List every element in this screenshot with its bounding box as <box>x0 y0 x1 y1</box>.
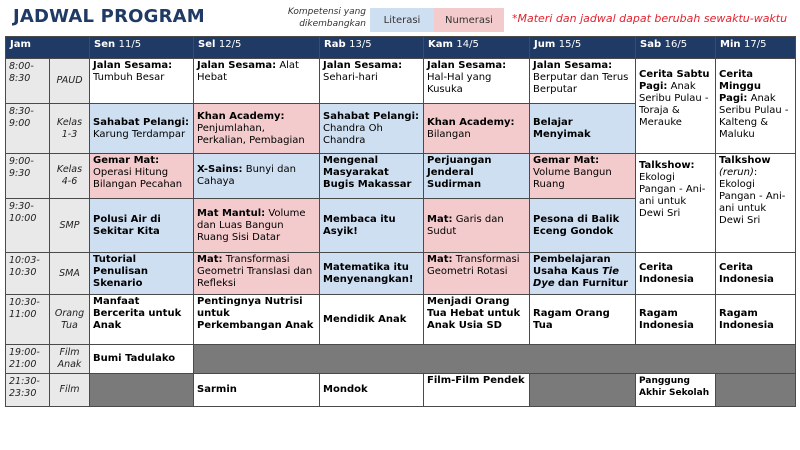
program-cell: Mat: Transformasi Geometri Translasi dan Refleksi <box>194 253 320 295</box>
program-cell: Cerita Indonesia <box>716 253 796 295</box>
audience-label: PAUD <box>50 59 90 104</box>
program-cell: Pembelajaran Usaha Kaus Tie Dye dan Furnitur <box>530 253 636 295</box>
audience-label: Film <box>50 374 90 407</box>
program-cell: Mat: Transformasi Geometri Rotasi <box>424 253 530 295</box>
program-cell: Jalan Sesama: Hal-Hal yang Kusuka <box>424 59 530 104</box>
program-cell: Sahabat Pelangi: Chandra Oh Chandra <box>320 104 424 154</box>
legend-numerasi: Numerasi <box>434 8 504 32</box>
program-cell: Mengenal Masyarakat Bugis Makassar <box>320 154 424 199</box>
program-cell: Ragam Indonesia <box>716 295 796 345</box>
header-day-min: Min 17/5 <box>716 37 796 59</box>
program-cell: Cerita Sabtu Pagi: Anak Seribu Pulau - Toraja & Merauke <box>636 59 716 154</box>
program-cell: Sarmin <box>194 374 320 407</box>
audience-label: Kelas 1-3 <box>50 104 90 154</box>
time-slot: 9:30-10:00 <box>6 199 50 253</box>
table-row <box>6 345 796 374</box>
time-slot: 10:30-11:00 <box>6 295 50 345</box>
header-jam: Jam <box>6 37 90 59</box>
program-cell: Mat Mantul: Volume dan Luas Bangun Ruang Sisi Datar <box>194 199 320 253</box>
header-day-sab: Sab 16/5 <box>636 37 716 59</box>
time-slot: 8:30-9:00 <box>6 104 50 154</box>
program-cell: Belajar Menyimak <box>530 104 636 154</box>
program-cell: Tutorial Penulisan Skenario <box>90 253 194 295</box>
audience-label: Kelas 4-6 <box>50 154 90 199</box>
header-day-rab: Rab 13/5 <box>320 37 424 59</box>
header-day-kam: Kam 14/5 <box>424 37 530 59</box>
program-cell: Sahabat Pelangi: Karung Terdampar <box>90 104 194 154</box>
header-day-sel: Sel 12/5 <box>194 37 320 59</box>
program-cell: Talkshow (rerun): Ekologi Pangan - Ani-ani untuk Dewi Sri <box>716 154 796 253</box>
program-cell: Ragam Indonesia <box>636 295 716 345</box>
table-row <box>6 374 796 407</box>
program-cell: Gemar Mat: Volume Bangun Ruang <box>530 154 636 199</box>
schedule-table <box>5 36 796 407</box>
empty-slot <box>716 374 796 407</box>
audience-label: SMP <box>50 199 90 253</box>
table-row <box>6 59 796 104</box>
table-row <box>6 295 796 345</box>
program-cell: X-Sains: Bunyi dan Cahaya <box>194 154 320 199</box>
empty-slot <box>530 374 636 407</box>
program-cell: Khan Academy: Penjumlahan, Perkalian, Pembagian <box>194 104 320 154</box>
program-cell: Polusi Air di Sekitar Kita <box>90 199 194 253</box>
time-slot: 19:00-21:00 <box>6 345 50 374</box>
program-cell: Mendidik Anak <box>320 295 424 345</box>
program-cell: Film-Film Pendek <box>424 374 530 407</box>
table-row <box>6 154 796 199</box>
audience-label: Film Anak <box>50 345 90 374</box>
header-row <box>6 37 796 59</box>
program-cell: Cerita Indonesia <box>636 253 716 295</box>
program-cell: Membaca itu Asyik! <box>320 199 424 253</box>
time-slot: 8:00-8:30 <box>6 59 50 104</box>
empty-slot <box>90 374 194 407</box>
program-cell: Jalan Sesama: Berputar dan Terus Berputar <box>530 59 636 104</box>
table-row <box>6 253 796 295</box>
program-cell: Gemar Mat: Operasi Hitung Bilangan Pecahan <box>90 154 194 199</box>
program-cell: Perjuangan Jenderal Sudirman <box>424 154 530 199</box>
empty-slot <box>194 345 796 374</box>
program-cell: Bumi Tadulako <box>90 345 194 374</box>
program-cell: Pentingnya Nutrisi untuk Perkembangan Anak <box>194 295 320 345</box>
program-cell: Talkshow: Ekologi Pangan - Ani-ani untuk Dewi Sri <box>636 154 716 253</box>
program-cell: Khan Academy: Bilangan <box>424 104 530 154</box>
header-day-sen: Sen 11/5 <box>90 37 194 59</box>
time-slot: 21:30-23:30 <box>6 374 50 407</box>
program-cell: Cerita Minggu Pagi: Anak Seribu Pulau - Kalteng & Maluku <box>716 59 796 154</box>
program-cell: Menjadi Orang Tua Hebat untuk Anak Usia SD <box>424 295 530 345</box>
legend-caption: Kompetensi yang dikembangkan <box>287 7 366 29</box>
program-cell: Jalan Sesama: Sehari-hari <box>320 59 424 104</box>
schedule-note: *Materi dan jadwal dapat berubah sewaktu-waktu <box>512 12 788 25</box>
program-cell: Manfaat Bercerita untuk Anak <box>90 295 194 345</box>
audience-label: Orang Tua <box>50 295 90 345</box>
program-cell: Ragam Orang Tua <box>530 295 636 345</box>
program-cell: Jalan Sesama: Alat Hebat <box>194 59 320 104</box>
page-title: JADWAL PROGRAM <box>13 6 205 27</box>
program-cell: Mat: Garis dan Sudut <box>424 199 530 253</box>
program-cell: Matematika itu Menyenangkan! <box>320 253 424 295</box>
program-cell: Jalan Sesama: Tumbuh Besar <box>90 59 194 104</box>
audience-label: SMA <box>50 253 90 295</box>
legend-literasi: Literasi <box>370 8 434 32</box>
time-slot: 9:00-9:30 <box>6 154 50 199</box>
time-slot: 10:03-10:30 <box>6 253 50 295</box>
program-cell: Mondok <box>320 374 424 407</box>
header-day-jum: Jum 15/5 <box>530 37 636 59</box>
program-cell: Panggung Akhir Sekolah <box>636 374 716 407</box>
program-cell: Pesona di Balik Eceng Gondok <box>530 199 636 253</box>
